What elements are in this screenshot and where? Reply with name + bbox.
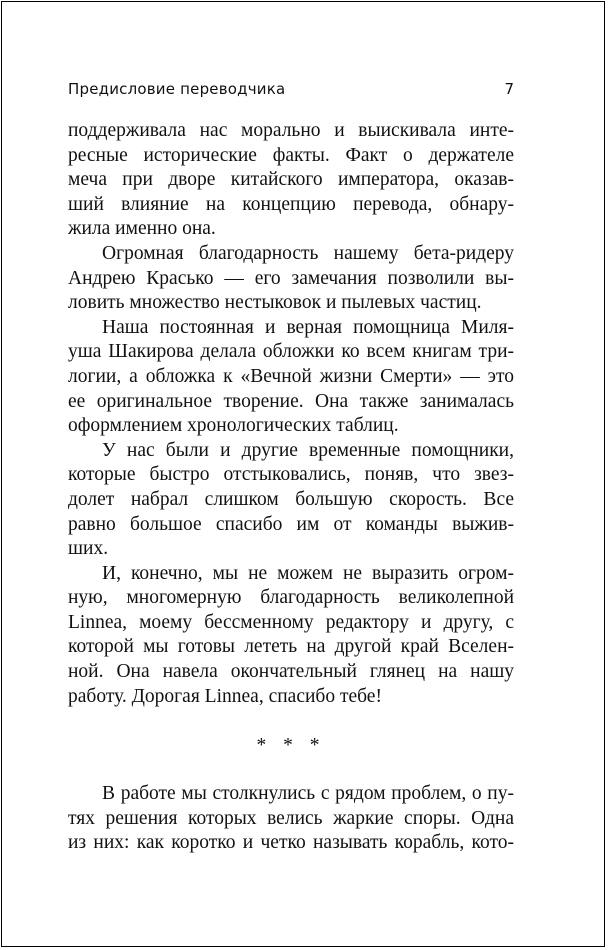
text-line: долет набрал слишком большую скорость. Все	[68, 488, 514, 510]
text-line: ной. Она навела окончательный глянец на нашу	[68, 661, 514, 683]
text-line: работу. Дорогая Linnea, спасибо тебе!	[68, 685, 382, 707]
text-line: которые быстро отстыковались, поняв, что звез-	[68, 464, 514, 486]
book-page	[1, 1, 605, 947]
text-line: равно большое спасибо им от команды выжив-	[68, 513, 514, 535]
text-line: ее оригинальное творение. Она также занималась	[68, 390, 514, 412]
text-line: Огромная благодарность нашему бета-ридеру	[102, 242, 514, 264]
text-line: ших.	[68, 538, 109, 560]
text-line: поддерживала нас морально и выискивала инте-	[68, 120, 514, 141]
text-line: Наша постоянная и верная помощница Миля-	[102, 316, 514, 338]
section-break: * * *	[256, 735, 326, 757]
text-line: ловить множество нестыковок и пылевых частиц.	[68, 292, 482, 314]
text-line: В работе мы столкнулись с рядом проблем, о пу-	[102, 783, 514, 805]
text-line: ную, многомерную благодарность великолепной	[68, 587, 514, 609]
text-line: оформлением хронологических таблиц.	[68, 415, 399, 437]
text-line: из них: как коротко и четко называть корабль, кото-	[68, 832, 514, 854]
paragraph	[68, 119, 514, 242]
text-line: уша Шакирова делала обложки ко всем книгам три-	[68, 341, 514, 363]
text-line: У нас были и другие временные помощники,	[102, 439, 514, 461]
running-head-title: Предисловие переводчика	[68, 80, 286, 98]
text-line: которой мы готовы лететь на другой край Вселен-	[68, 636, 514, 658]
paragraph	[68, 439, 514, 562]
text-line: тях решения которых велись жаркие споры. Одна	[68, 807, 514, 829]
text-line: ший влияние на концепцию перевода, обнару-	[68, 193, 514, 215]
text-line: Linnea, моему бессменному редактору и другу, с	[68, 611, 514, 633]
paragraph	[68, 242, 514, 316]
body-text	[68, 119, 514, 856]
text-line: ресные исторические факты. Факт о держателе	[68, 144, 514, 166]
paragraph	[68, 562, 514, 710]
text-line: жила именно она.	[68, 218, 216, 240]
text-line: И, конечно, мы не можем не выразить огром-	[102, 562, 514, 584]
running-head	[68, 80, 514, 102]
text-line: Андрею Красько — его замечания позволили вы-	[68, 267, 514, 289]
text-line: меча при дворе китайского императора, оказав-	[68, 169, 514, 191]
page-number: 7	[504, 80, 514, 98]
paragraph	[68, 782, 514, 856]
text-line: логии, а обложка к «Вечной жизни Смерти» — это	[68, 365, 514, 387]
paragraph	[68, 316, 514, 439]
